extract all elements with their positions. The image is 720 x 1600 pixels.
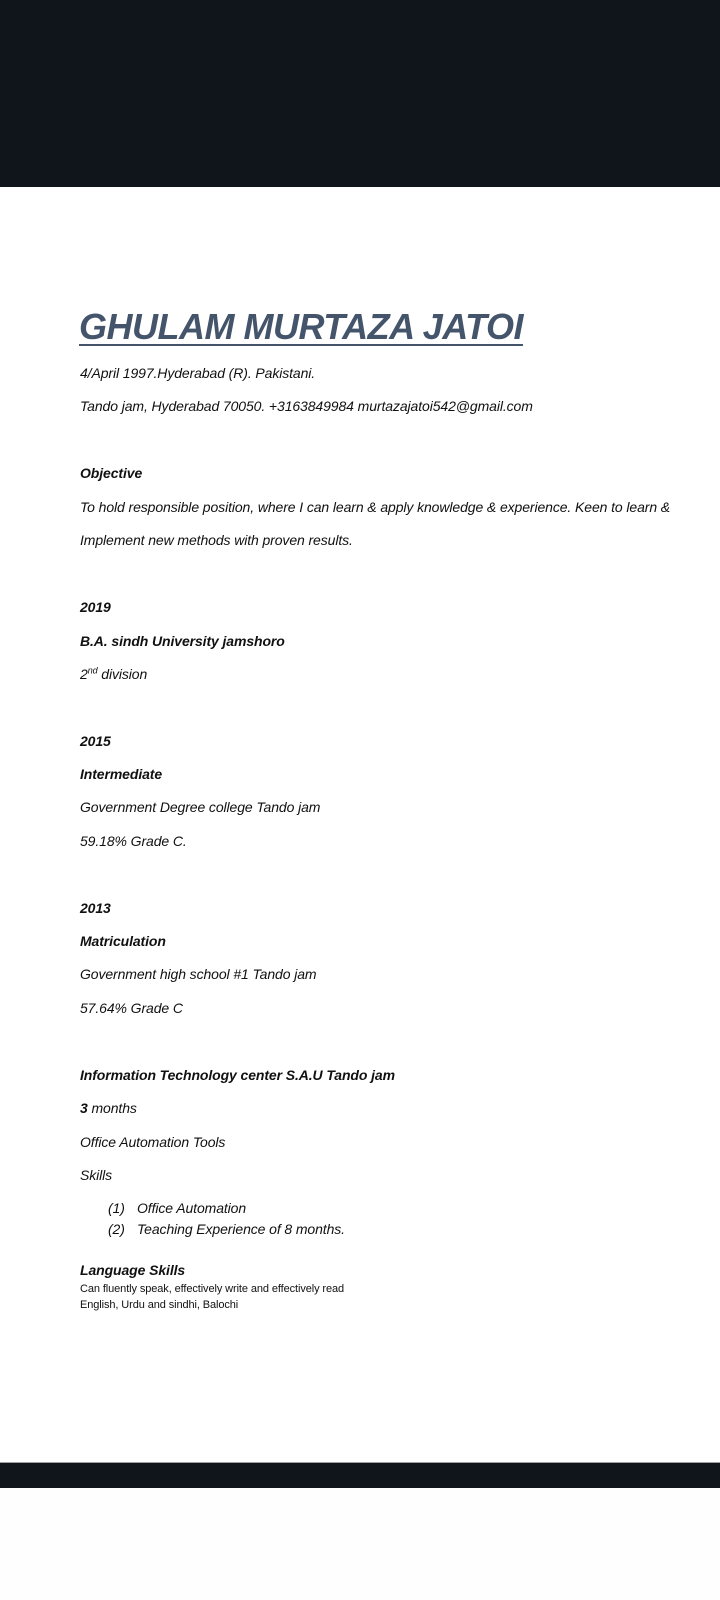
education-intermediate-title: Intermediate (80, 766, 163, 782)
skill-item-2-number: (2) (108, 1221, 125, 1237)
duration-unit: months (87, 1100, 137, 1116)
skill-item-2-text: Teaching Experience of 8 months. (137, 1221, 345, 1237)
result-text: division (97, 666, 148, 682)
training-duration (80, 1100, 137, 1116)
result-ordinal: nd (87, 665, 98, 676)
contact-line: Tando jam, Hyderabad 70050. +3163849984 murtazajatoi542@gmail.com (80, 398, 533, 414)
education-matric-title: Matriculation (80, 933, 166, 949)
education-intermediate-result: 59.18% Grade C. (80, 833, 187, 849)
education-matric-institution: Government high school #1 Tando jam (80, 966, 317, 982)
training-course: Office Automation Tools (80, 1134, 226, 1150)
objective-heading: Objective (80, 465, 143, 481)
education-intermediate-institution: Government Degree college Tando jam (80, 799, 321, 815)
next-page-area[interactable] (0, 1488, 720, 1600)
education-year-2019: 2019 (80, 599, 111, 615)
objective-line-2: Implement new methods with proven results. (80, 532, 353, 548)
viewer-page-gap (0, 1463, 720, 1488)
duration-number: 3 (80, 1100, 88, 1116)
education-year-2013: 2013 (80, 900, 111, 916)
viewer-top-bar (0, 0, 720, 187)
education-ba-result (80, 666, 147, 682)
birth-line: 4/April 1997.Hyderabad (R). Pakistani. (80, 365, 316, 381)
education-year-2015: 2015 (80, 733, 111, 749)
language-skills-line-2: English, Urdu and sindhi, Balochi (80, 1299, 239, 1311)
objective-line-1: To hold responsible position, where I can learn & apply knowledge & experience. Keen to learn & (80, 499, 671, 515)
education-ba-title: B.A. sindh University jamshoro (80, 633, 285, 649)
education-matric-result: 57.64% Grade C (80, 1000, 183, 1016)
training-institution: Information Technology center S.A.U Tando jam (80, 1067, 395, 1083)
skills-heading: Skills (80, 1167, 113, 1183)
language-skills-heading: Language Skills (80, 1262, 186, 1278)
skill-item-1-text: Office Automation (137, 1200, 247, 1216)
result-number: 2 (80, 666, 88, 682)
language-skills-line-1: Can fluently speak, effectively write and effectively read (80, 1283, 345, 1295)
resume-name-title: GHULAM MURTAZA JATOI (79, 306, 523, 347)
skill-item-1-number: (1) (108, 1200, 125, 1216)
